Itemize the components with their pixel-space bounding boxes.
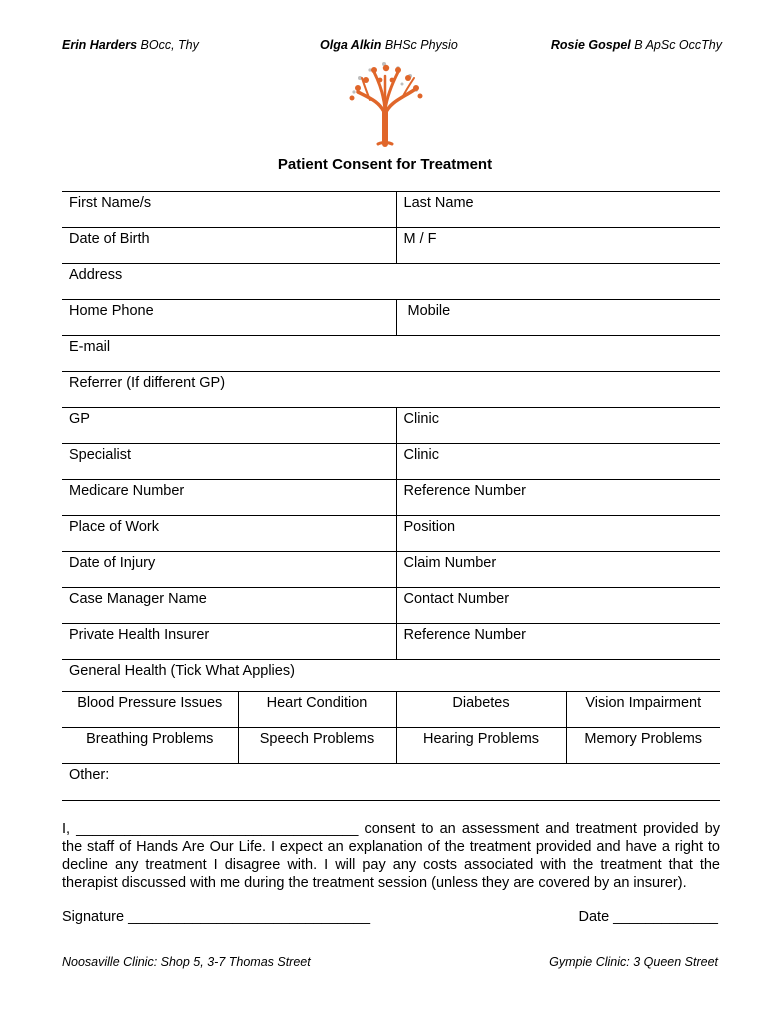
date-of-injury-label: Date of Injury [69, 555, 156, 571]
specialist-clinic-field[interactable] [396, 444, 720, 480]
practitioner-3 [551, 38, 722, 52]
condition-diabetes[interactable]: Diabetes [396, 692, 566, 728]
date-of-injury-field[interactable] [62, 552, 396, 588]
page-title: Patient Consent for Treatment [277, 156, 493, 173]
date-field[interactable]: Date _____________ [578, 909, 718, 925]
home-phone-label: Home Phone [69, 303, 154, 319]
medicare-field[interactable] [62, 480, 396, 516]
condition-breathing[interactable]: Breathing Problems [62, 728, 238, 764]
dob-field[interactable] [62, 228, 396, 264]
footer-noosaville: Noosaville Clinic: Shop 5, 3-7 Thomas Street [62, 955, 311, 969]
footer-gympie: Gympie Clinic: 3 Queen Street [549, 955, 718, 969]
position-label: Position [403, 519, 456, 535]
private-insurer-label: Private Health Insurer [69, 627, 210, 643]
patient-details-form [62, 191, 720, 696]
general-health-checklist [62, 691, 720, 764]
condition-hearing[interactable]: Hearing Problems [396, 728, 566, 764]
place-of-work-label: Place of Work [69, 519, 159, 535]
first-name-label: First Name/s [69, 195, 152, 211]
insurer-ref-field[interactable] [396, 624, 720, 660]
medicare-ref-field[interactable] [396, 480, 720, 516]
sex-label: M / F [403, 231, 437, 247]
position-field[interactable] [396, 516, 720, 552]
practitioner-1-quals: BOcc, Thy [137, 38, 199, 52]
specialist-field[interactable] [62, 444, 396, 480]
email-label: E-mail [69, 339, 111, 355]
practitioner-3-name: Rosie Gospel [550, 38, 631, 52]
address-field[interactable] [62, 264, 720, 300]
mobile-label: Mobile [407, 303, 451, 319]
general-health-label: General Health (Tick What Applies) [69, 663, 295, 679]
email-field[interactable] [62, 336, 720, 372]
gp-clinic-label: Clinic [403, 411, 439, 427]
gp-label: GP [69, 411, 90, 427]
condition-vision[interactable]: Vision Impairment [566, 692, 720, 728]
referrer-label: Referrer (If different GP) [69, 375, 226, 391]
practitioner-1-name: Erin Harders [62, 38, 138, 52]
contact-number-field[interactable] [396, 588, 720, 624]
practitioner-2-quals: BHSc Physio [381, 38, 458, 52]
tree-logo-icon [340, 58, 430, 150]
referrer-field[interactable] [62, 372, 720, 408]
home-phone-field[interactable] [62, 300, 396, 336]
practitioner-1 [62, 38, 199, 52]
address-label: Address [69, 267, 123, 283]
last-name-field[interactable] [396, 192, 720, 228]
first-name-field[interactable] [62, 192, 396, 228]
signature-field[interactable]: Signature ______________________________ [62, 909, 371, 925]
condition-memory[interactable]: Memory Problems [566, 728, 720, 764]
last-name-label: Last Name [403, 195, 474, 211]
condition-speech[interactable]: Speech Problems [238, 728, 396, 764]
condition-blood-pressure[interactable]: Blood Pressure Issues [62, 692, 238, 728]
claim-number-label: Claim Number [403, 555, 497, 571]
medicare-ref-label: Reference Number [403, 483, 526, 499]
consent-paragraph: I, ___________________________________ consent to an assessment and treatment provided by the staff of Hands Are Our Life. I expect an explanation of the treatment provided and have a right to decline any treatment I disagree with. I will pay any costs associated with the treatment that the therapist discussed with me during the treatment session (unless they are covered by an insurer). [62, 821, 720, 891]
sex-field[interactable] [396, 228, 720, 264]
private-insurer-field[interactable] [62, 624, 396, 660]
case-manager-field[interactable] [62, 588, 396, 624]
place-of-work-field[interactable] [62, 516, 396, 552]
practitioner-3-quals: B ApSc OccThy [630, 38, 722, 52]
gp-clinic-field[interactable] [396, 408, 720, 444]
case-manager-label: Case Manager Name [69, 591, 207, 607]
other-label: Other: [69, 767, 110, 783]
insurer-ref-label: Reference Number [403, 627, 526, 643]
contact-number-label: Contact Number [403, 591, 510, 607]
mobile-field[interactable] [396, 300, 720, 336]
specialist-label: Specialist [69, 447, 132, 463]
practitioner-2 [320, 38, 458, 52]
claim-number-field[interactable] [396, 552, 720, 588]
condition-heart[interactable]: Heart Condition [238, 692, 396, 728]
other-field-line[interactable] [62, 800, 720, 801]
specialist-clinic-label: Clinic [403, 447, 439, 463]
dob-label: Date of Birth [69, 231, 150, 247]
gp-field[interactable] [62, 408, 396, 444]
medicare-label: Medicare Number [69, 483, 185, 499]
practitioner-2-name: Olga Alkin [320, 38, 382, 52]
